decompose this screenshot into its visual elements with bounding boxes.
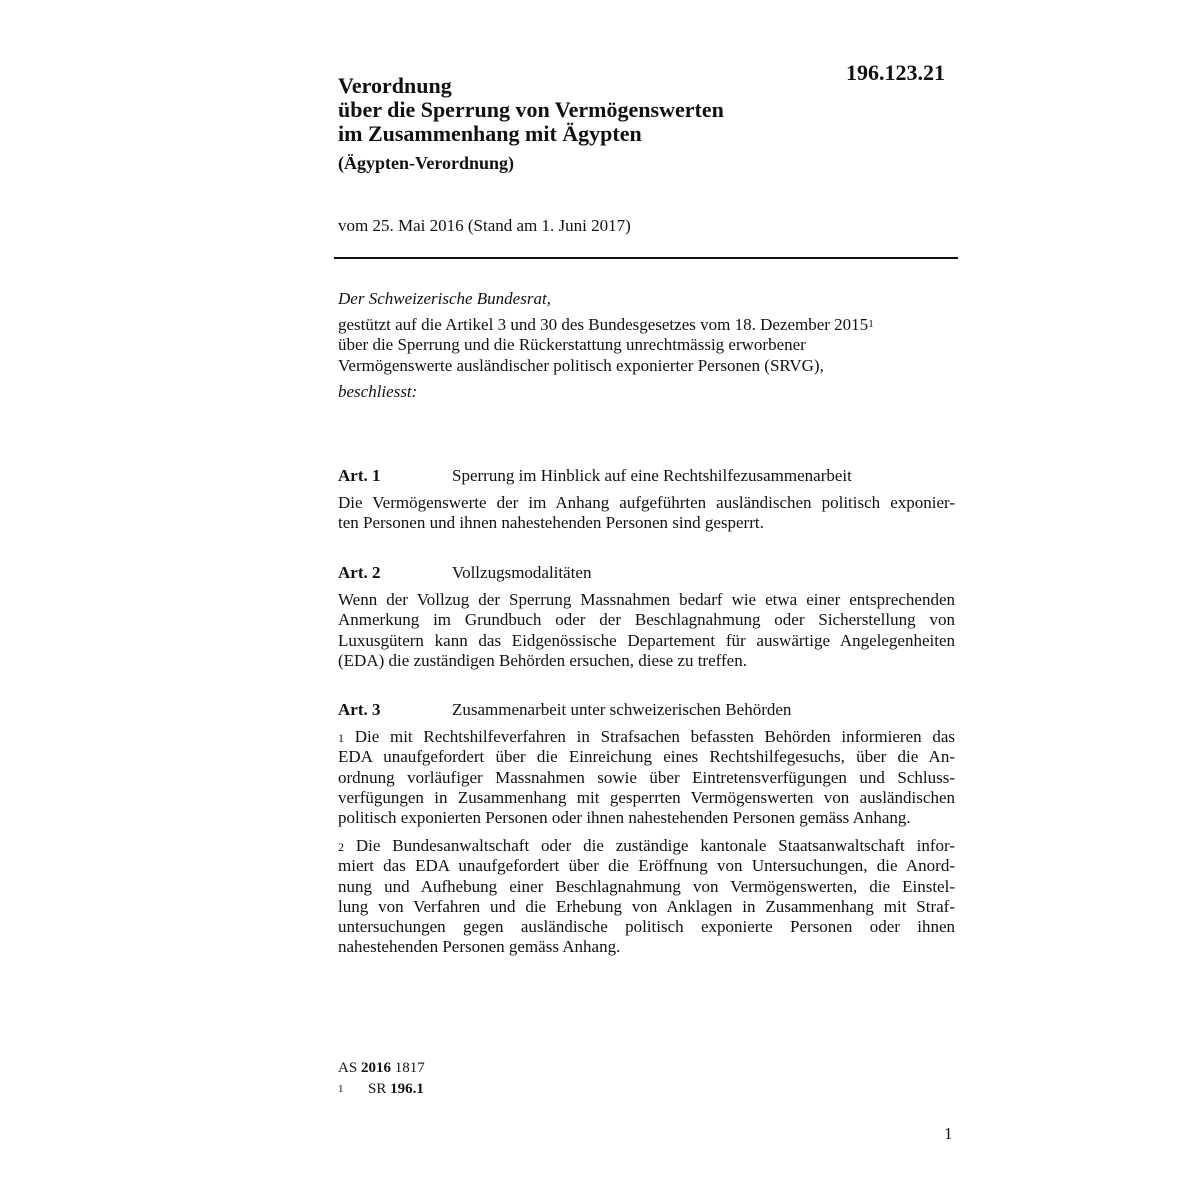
article-number: Art. 2 — [338, 563, 381, 582]
footnote-1 — [338, 1079, 425, 1100]
article-number: Art. 1 — [338, 466, 381, 485]
title-line: über die Sperrung von Vermögenswerten — [338, 97, 724, 122]
footnote-number: 1 — [338, 1083, 344, 1095]
paragraph-line: Wenn der Vollzug der Sperrung Massnahmen bedarf wie etwa einer entsprechenden — [338, 590, 955, 609]
paragraph-line: Die Bundesanwaltschaft oder die zuständige kantonale Staatsanwaltschaft infor- — [355, 836, 956, 855]
preamble-legal-basis — [338, 315, 955, 376]
article-2-heading — [338, 563, 955, 583]
paragraph-line: EDA unaufgefordert über die Einreichung eines Rechtshilfegesuchs, über die An- — [338, 747, 955, 767]
paragraph-number: 2 — [338, 840, 344, 854]
paragraph-line: nahestehenden Personen gemäss Anhang. — [338, 937, 621, 957]
paragraph-line: (EDA) die zuständigen Behörden ersuchen, diese zu treffen. — [338, 650, 747, 670]
article-title: Zusammenarbeit unter schweizerischen Behörden — [452, 700, 792, 719]
page-number: 1 — [944, 1124, 953, 1143]
paragraph-line: miert das EDA unaufgefordert über die Eröffnung von Untersuchungen, die Anord- — [338, 856, 955, 876]
footnote-reference[interactable]: 1 — [868, 318, 874, 330]
paragraph-line: nung und Aufhebung einer Beschlagnahmung von Vermögenswerten, die Einstel- — [338, 876, 955, 896]
paragraph-line: ten Personen und ihnen nahestehenden Personen sind gesperrt. — [338, 513, 764, 533]
article-1-paragraph — [338, 493, 955, 534]
document-title — [338, 74, 858, 146]
footnote-area — [338, 1058, 425, 1100]
paragraph-line: lung von Verfahren und die Erhebung von Anklagen in Zusammenhang mit Straf- — [338, 896, 955, 916]
article-1-heading — [338, 466, 955, 486]
sr-number: 196.123.21 — [846, 60, 945, 85]
title-line: im Zusammenhang mit Ägypten — [338, 121, 642, 146]
legal-basis-line: über die Sperrung und die Rückerstattung unrechtmässig erworbener — [338, 335, 806, 355]
sr-reference[interactable]: 196.1 — [390, 1081, 424, 1097]
sr-prefix: SR — [368, 1081, 387, 1097]
paragraph-line: ordnung vorläufiger Massnahmen sowie über Eintretensverfügungen und Schluss- — [338, 767, 955, 787]
article-3-paragraph-2 — [338, 836, 955, 958]
paragraph-number: 1 — [338, 731, 344, 745]
article-3-paragraph-1 — [338, 727, 955, 828]
article-title: Vollzugsmodalitäten — [452, 563, 592, 582]
as-year: 2016 — [360, 1060, 391, 1076]
title-divider — [334, 257, 958, 259]
paragraph-line: verfügungen in Zusammenhang mit gesperrten Vermögenswerten von ausländischen — [338, 787, 955, 807]
preamble-decision: beschliesst: — [338, 382, 418, 401]
paragraph-line: untersuchungen gegen ausländische politisch exponierte Personen oder ihnen — [338, 917, 955, 937]
article-2-paragraph — [338, 590, 955, 671]
paragraph-line: Luxusgütern kann das Eidgenössische Departement für auswärtige Angelegenheiten — [338, 630, 955, 650]
article-title: Sperrung im Hinblick auf eine Rechtshilfezusammenarbeit — [452, 466, 852, 485]
official-compilation-reference — [338, 1058, 425, 1079]
legal-basis-line: Vermögenswerte ausländischer politisch exponierter Personen (SRVG), — [338, 355, 824, 375]
title-line: Verordnung — [338, 73, 452, 98]
preamble-authority: Der Schweizerische Bundesrat, — [338, 289, 551, 308]
paragraph-line: Die Vermögenswerte der im Anhang aufgeführten ausländischen politisch exponier- — [338, 493, 955, 512]
article-3-heading — [338, 700, 955, 720]
paragraph-line: Anmerkung im Grundbuch oder der Beschlagnahmung oder Sicherstellung von — [338, 610, 955, 630]
legal-basis-line: gestützt auf die Artikel 3 und 30 des Bundesgesetzes vom 18. Dezember 2015 — [338, 315, 869, 334]
paragraph-line: politisch exponierten Personen oder ihnen nahestehenden Personen gemäss Anhang. — [338, 808, 911, 828]
article-number: Art. 3 — [338, 700, 381, 719]
paragraph-line: Die mit Rechtshilfeverfahren in Strafsachen befassten Behörden informieren das — [354, 727, 955, 746]
as-page: 1817 — [394, 1060, 425, 1076]
as-prefix: AS — [338, 1060, 358, 1076]
short-title: (Ägypten-Verordnung) — [338, 153, 515, 173]
date-line: vom 25. Mai 2016 (Stand am 1. Juni 2017) — [338, 216, 631, 235]
